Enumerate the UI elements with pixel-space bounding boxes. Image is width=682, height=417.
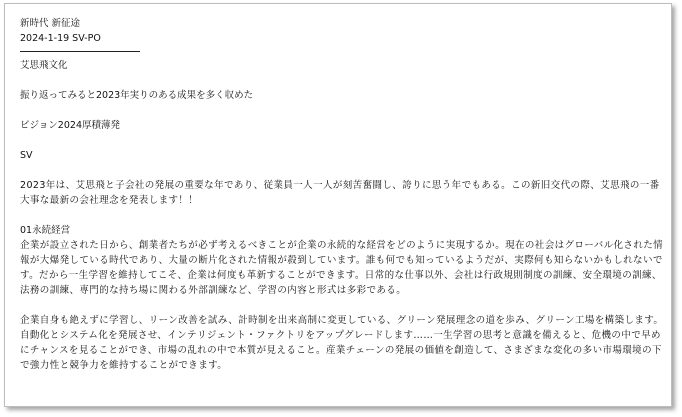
spacer bbox=[20, 298, 668, 313]
document-page bbox=[4, 3, 672, 407]
spacer bbox=[20, 103, 668, 118]
date-author-line: 2024-1-19 SV-PO bbox=[20, 33, 101, 44]
section-paragraph-2: 企業自身も絶えずに学習し、リーン改善を試み、計時制を出来高制に変更している、グリーン発展理念の道を歩み、グリーン工場を構築します。自動化とシステム化を発展させ、インテリジェント・ファクトリをアップグレードします……一生学習の思考と意識を備えると、危機の中で早めにチャンスを見ることができ、市場の乱れの中で本質が見えること。産業チェーンの発展の価値を創造して、さまざまな変化の多い市場環境の下で強力性と競争力を維持することができます。 bbox=[20, 315, 664, 371]
company-name: 艾思飛文化 bbox=[20, 60, 68, 71]
document-content bbox=[20, 16, 668, 373]
header-divider bbox=[20, 51, 140, 52]
signoff: SV bbox=[20, 150, 33, 161]
subtitle: 振り返ってみると2023年実りのある成果を多く収めた bbox=[20, 90, 254, 101]
vision-line: ビジョン2024厚積薄発 bbox=[20, 120, 120, 131]
spacer bbox=[20, 73, 668, 88]
spacer bbox=[20, 163, 668, 178]
spacer bbox=[20, 133, 668, 148]
document-title: 新時代 新征途 bbox=[20, 18, 81, 29]
section-heading: 01永続経営 bbox=[20, 225, 71, 236]
spacer bbox=[20, 208, 668, 223]
section-paragraph-1: 企業が設立された日から、創業者たちが必ず考えるべきことが企業の永続的な経営をどのように実現するか。現在の社会はグローバル化された情報が大爆発している時代であり、大量の断片化された情報が殺到しています。誰も何でも知っているようだが、実際何も知らないかもしれないです。だから一生学習を維持してこそ、企業は何度も革新することができます。日常的な仕事以外、会社は行政規則制度の訓練、安全環境の訓練、法務の訓練、専門的な持ち場に関わる外部訓練など、学習の内容と形式は多彩である。 bbox=[20, 240, 664, 296]
intro-paragraph: 2023年は、艾思飛と子会社の発展の重要な年であり、従業員一人一人が刻苦奮闘し、誇りに思う年でもある。この新旧交代の際、艾思飛の一番大事な最新の会社理念を発表します！！ bbox=[20, 180, 660, 206]
